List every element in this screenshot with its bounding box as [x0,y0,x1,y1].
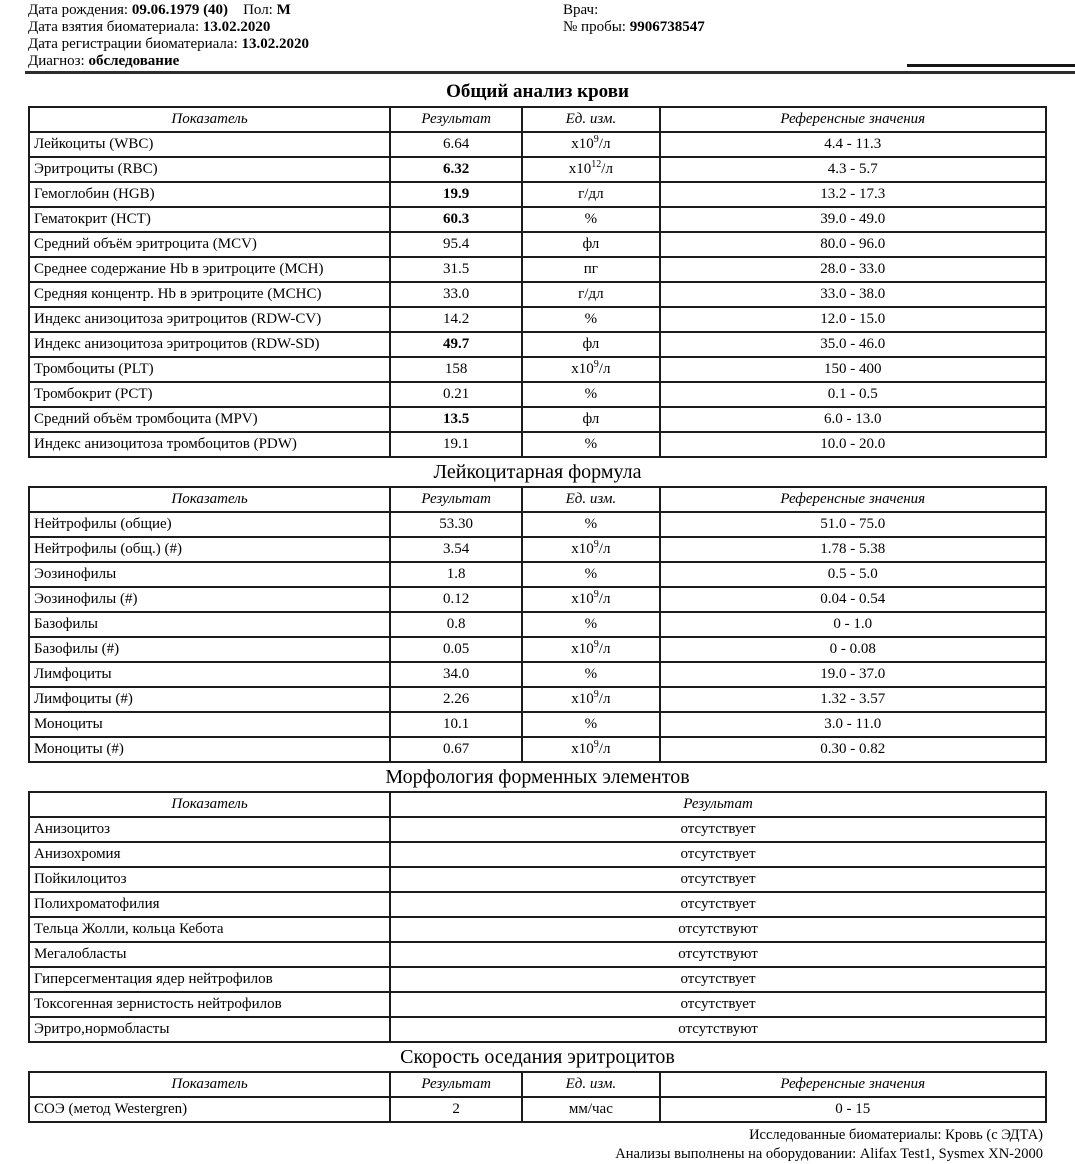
cell-indicator: Лимфоциты [29,662,390,687]
cell-unit: $х10^9/л$ [522,132,659,157]
cell-result: 14.2 [390,307,522,332]
cell-result: 158 [390,357,522,382]
table-row [29,157,1046,182]
cell-reference: 150 - 400 [660,357,1046,382]
cell-result: отсутствует [390,992,1046,1017]
cell-indicator: Индекс анизоцитоза эритроцитов (RDW-CV) [29,307,390,332]
cell-indicator: Гематокрит (HCT) [29,207,390,232]
results-table-esr [28,1071,1047,1123]
cell-indicator: Лимфоциты (#) [29,687,390,712]
cell-reference: 10.0 - 20.0 [660,432,1046,457]
table-row [29,132,1046,157]
cell-unit: % [522,662,659,687]
table-header-row [29,1072,1046,1097]
cell-reference: 0.30 - 0.82 [660,737,1046,762]
cell-indicator: Мегалобласты [29,942,390,967]
table-row [29,867,1046,892]
cell-result: отсутствуют [390,917,1046,942]
cell-reference: 19.0 - 37.0 [660,662,1046,687]
cell-result: отсутствуют [390,942,1046,967]
cell-indicator: Эритро,нормобласты [29,1017,390,1042]
cell-reference: 35.0 - 46.0 [660,332,1046,357]
cell-result: 19.1 [390,432,522,457]
column-header: Показатель [29,792,390,817]
section-title-morphology: Морфология форменных элементов [385,766,690,788]
header-line: Дата взятия биоматериала: 13.02.2020 [28,19,271,35]
cell-indicator: Эозинофилы [29,562,390,587]
header-line: Врач: [563,2,599,18]
column-header: Показатель [29,107,390,132]
section-title-cbc: Общий анализ крови [446,81,629,102]
cell-reference: 0.5 - 5.0 [660,562,1046,587]
cell-result: 2.26 [390,687,522,712]
cell-result: 0.21 [390,382,522,407]
table-header-row [29,792,1046,817]
cell-reference: 0 - 15 [660,1097,1046,1122]
table-row [29,1017,1046,1042]
cell-unit: % [522,432,659,457]
table-row [29,687,1046,712]
cell-indicator: Эритроциты (RBC) [29,157,390,182]
table-row [29,257,1046,282]
cell-result: 31.5 [390,257,522,282]
cell-result: отсутствует [390,867,1046,892]
cell-result: 1.8 [390,562,522,587]
table-row [29,917,1046,942]
table-row [29,562,1046,587]
cell-indicator: Индекс анизоцитоза эритроцитов (RDW-SD) [29,332,390,357]
cell-result: 0.67 [390,737,522,762]
cell-result: отсутствует [390,842,1046,867]
table-row [29,892,1046,917]
column-header: Результат [390,1072,522,1097]
cell-unit: фл [522,232,659,257]
cell-indicator: Эозинофилы (#) [29,587,390,612]
cell-unit: % [522,307,659,332]
report-header [28,2,1047,70]
table-row [29,307,1046,332]
cell-result: отсутствует [390,967,1046,992]
cell-indicator: Пойкилоцитоз [29,867,390,892]
cell-reference: 4.4 - 11.3 [660,132,1046,157]
header-divider [25,71,1075,74]
cell-unit: % [522,382,659,407]
table-row [29,512,1046,537]
footer-biomaterials: Исследованные биоматериалы: Кровь (с ЭДТА) [749,1127,1043,1143]
table-row [29,637,1046,662]
cell-indicator: Тромбокрит (PCT) [29,382,390,407]
cell-result: 60.3 [390,207,522,232]
cell-reference: 3.0 - 11.0 [660,712,1046,737]
sample-info-block [563,2,1047,36]
cell-result: 19.9 [390,182,522,207]
cell-unit: $х10^9/л$ [522,587,659,612]
cell-indicator: Средний объём тромбоцита (MPV) [29,407,390,432]
column-header: Результат [390,107,522,132]
cell-unit: г/дл [522,182,659,207]
column-header: Результат [390,487,522,512]
table-row [29,992,1046,1017]
patient-info-block [28,2,563,70]
cell-result: 10.1 [390,712,522,737]
cell-unit: фл [522,332,659,357]
table-row [29,737,1046,762]
column-header: Ед. изм. [522,1072,659,1097]
cell-reference: 1.32 - 3.57 [660,687,1046,712]
report-footer [28,1126,1047,1164]
cell-reference: 80.0 - 96.0 [660,232,1046,257]
cell-indicator: Тромбоциты (PLT) [29,357,390,382]
cell-result: 49.7 [390,332,522,357]
results-table-morphology [28,791,1047,1043]
cell-indicator: Гиперсегментация ядер нейтрофилов [29,967,390,992]
cell-indicator: Средний объём эритроцита (MCV) [29,232,390,257]
header-line: № пробы: 9906738547 [563,19,705,35]
results-table-leukocyte-formula [28,486,1047,763]
cell-reference: 4.3 - 5.7 [660,157,1046,182]
table-row [29,432,1046,457]
cell-reference: 0.1 - 0.5 [660,382,1046,407]
table-row [29,407,1046,432]
cell-indicator: Токсогенная зернистость нейтрофилов [29,992,390,1017]
table-header-row [29,487,1046,512]
table-row [29,357,1046,382]
cell-result: 6.32 [390,157,522,182]
report-sections [28,80,1047,1123]
column-header: Результат [390,792,1046,817]
cell-indicator: Анизоцитоз [29,817,390,842]
cell-result: 13.5 [390,407,522,432]
cell-result: отсутствуют [390,1017,1046,1042]
table-row [29,207,1046,232]
column-header: Референсные значения [660,107,1046,132]
table-row [29,942,1046,967]
cell-result: отсутствует [390,817,1046,842]
cell-unit: % [522,512,659,537]
cell-indicator: Нейтрофилы (общие) [29,512,390,537]
table-row [29,232,1046,257]
cell-reference: 0 - 0.08 [660,637,1046,662]
table-header-row [29,107,1046,132]
section-title-esr: Скорость оседания эритроцитов [400,1046,675,1068]
footer-equipment: Анализы выполнены на оборудовании: Alifax Test1, Sysmex XN-2000 [615,1146,1043,1162]
cell-unit: % [522,562,659,587]
results-table-cbc [28,106,1047,458]
cell-unit: пг [522,257,659,282]
cell-indicator: Моноциты (#) [29,737,390,762]
header-line: Дата регистрации биоматериала: 13.02.2020 [28,36,309,52]
cell-indicator: Нейтрофилы (общ.) (#) [29,537,390,562]
cell-result: 34.0 [390,662,522,687]
cell-result: 0.12 [390,587,522,612]
table-row [29,282,1046,307]
table-row [29,382,1046,407]
cell-result: 95.4 [390,232,522,257]
table-row [29,842,1046,867]
table-row [29,612,1046,637]
cell-indicator: Полихроматофилия [29,892,390,917]
cell-indicator: Анизохромия [29,842,390,867]
column-header: Референсные значения [660,1072,1046,1097]
table-row [29,817,1046,842]
cell-unit: фл [522,407,659,432]
table-row [29,712,1046,737]
cell-result: 0.05 [390,637,522,662]
cell-unit: $х10^9/л$ [522,537,659,562]
table-row [29,332,1046,357]
cell-unit: $х10^9/л$ [522,357,659,382]
cell-result: 6.64 [390,132,522,157]
cell-indicator: Среднее содержание Hb в эритроците (MCH) [29,257,390,282]
cell-indicator: СОЭ (метод Westergren) [29,1097,390,1122]
cell-reference: 28.0 - 33.0 [660,257,1046,282]
cell-result: 0.8 [390,612,522,637]
cell-reference: 0 - 1.0 [660,612,1046,637]
cell-unit: $х10^9/л$ [522,687,659,712]
cell-unit: $х10^{12}/л$ [522,157,659,182]
section-title-leukocyte-formula: Лейкоцитарная формула [433,461,642,483]
cell-reference: 39.0 - 49.0 [660,207,1046,232]
table-row [29,182,1046,207]
table-row [29,1097,1046,1122]
column-header: Показатель [29,1072,390,1097]
cell-unit: мм/час [522,1097,659,1122]
cell-unit: $х10^9/л$ [522,737,659,762]
cell-indicator: Базофилы [29,612,390,637]
cell-unit: г/дл [522,282,659,307]
cell-unit: $х10^9/л$ [522,637,659,662]
cell-result: 33.0 [390,282,522,307]
cell-indicator: Гемоглобин (HGB) [29,182,390,207]
cell-reference: 33.0 - 38.0 [660,282,1046,307]
cell-indicator: Моноциты [29,712,390,737]
cell-reference: 6.0 - 13.0 [660,407,1046,432]
cell-indicator: Лейкоциты (WBC) [29,132,390,157]
table-row [29,662,1046,687]
cell-reference: 0.04 - 0.54 [660,587,1046,612]
cell-result: 3.54 [390,537,522,562]
cell-result: 53.30 [390,512,522,537]
column-header: Показатель [29,487,390,512]
doctor-signature-line [907,64,1075,67]
header-line: Дата рождения: 09.06.1979 (40) Пол: М [28,2,291,18]
column-header: Референсные значения [660,487,1046,512]
cell-reference: 13.2 - 17.3 [660,182,1046,207]
cell-unit: % [522,207,659,232]
cell-indicator: Индекс анизоцитоза тромбоцитов (PDW) [29,432,390,457]
table-row [29,587,1046,612]
cell-indicator: Средняя концентр. Hb в эритроците (MCHC) [29,282,390,307]
cell-result: отсутствует [390,892,1046,917]
column-header: Ед. изм. [522,487,659,512]
header-line: Диагноз: обследование [28,53,180,69]
table-row [29,967,1046,992]
column-header: Ед. изм. [522,107,659,132]
cell-unit: % [522,612,659,637]
cell-result: 2 [390,1097,522,1122]
cell-unit: % [522,712,659,737]
cell-reference: 1.78 - 5.38 [660,537,1046,562]
cell-reference: 12.0 - 15.0 [660,307,1046,332]
cell-indicator: Базофилы (#) [29,637,390,662]
table-row [29,537,1046,562]
cell-reference: 51.0 - 75.0 [660,512,1046,537]
cell-indicator: Тельца Жолли, кольца Кебота [29,917,390,942]
